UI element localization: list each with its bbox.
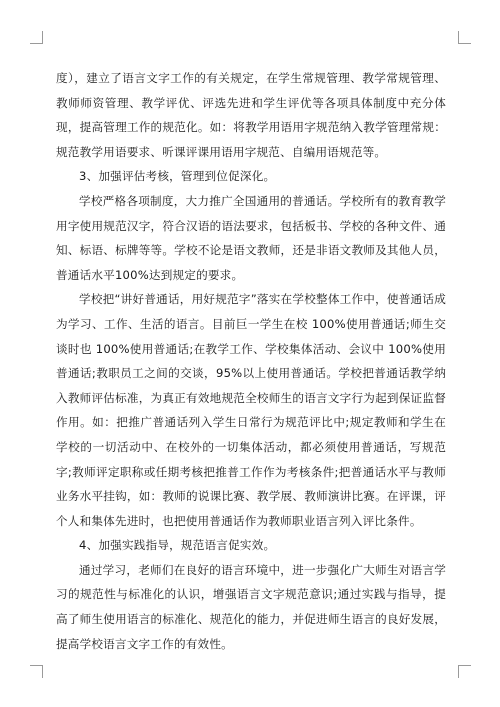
paragraph-continuation: 度），建立了语言文字工作的有关规定，在学生常规管理、教学常规管理、教师师资管理、教学评优、评选先进和学生评优等各项具体制度中充分体现，提高管理工作的规范化。如：将教学用语用字规范纳入教学管理常规：规范教学用语要求、听课评课用语用字规范、自编用语规范等。 xyxy=(56,71,446,159)
section-heading-4: 4、加强实践指导，规范语言促实效。 xyxy=(79,538,276,553)
section-heading-3: 3、加强评估考核，管理到位促深化。 xyxy=(79,169,276,184)
crop-mark-top-left xyxy=(30,31,43,44)
paragraph-standards: 学校严格各项制度，大力推广全国通用的普通话。学校所有的教育教学用字使用规范汉字，符合汉语的语法要求，包括板书、学校的各种文件、通知、标语、标牌等等。学校不论是语文教师，还是非语文教师及其他人员，普通话水平100%达到规定的要求。 xyxy=(56,193,446,282)
crop-mark-bottom-right xyxy=(458,665,471,678)
crop-mark-bottom-left xyxy=(30,665,43,678)
paragraph-putonghua: 学校把“讲好普通话，用好规范字”落实在学校整体工作中，使普通话成为学习、工作、生活的语言。目前巨一学生在校 100%使用普通话;师生交谈时也 100%使用普通话;在教学工作、学校集体活动、会议中 100%使用普通话;教职员工之间的交谈，95%以上使用普通话。学校把普通话教学纳入教师评估标准，为真正有效地规范全校师生的语言文字行为起到保证监督作用。如：把推广普通话列入学生日常行为规范评比中;规定教师和学生在学校的一切活动中、在校外的一切集体活动，都必须使用普通话，写规范字;教师评定职称或任期考核把推普工作作为考核条件;把普通话水平与教师业务水平挂钩，如：教师的说课比赛、教学展、教师演讲比赛。在评课，评个人和集体先进时，也把使用普通话作为教师职业语言列入评比条件。 xyxy=(56,292,446,528)
crop-mark-top-right xyxy=(458,31,471,44)
document-body xyxy=(56,66,446,656)
paragraph-practice: 通过学习，老师们在良好的语言环境中，进一步强化广大师生对语言学习的规范性与标准化的认识，增强语言文字规范意识;通过实践与指导，提高了师生使用语言的标准化、规范化的能力，并促进师生语言的良好发展，提高学校语言文字工作的有效性。 xyxy=(56,562,446,651)
